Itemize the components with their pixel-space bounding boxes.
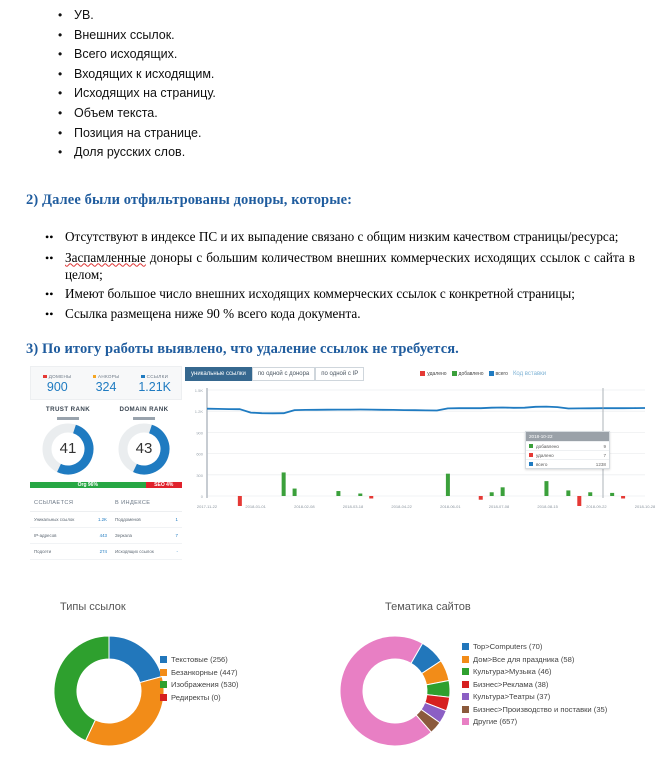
table-header-row	[30, 495, 182, 512]
legend-label: всего	[495, 370, 508, 377]
bullet-icon: • •	[45, 228, 65, 248]
bullet-icon	[58, 104, 74, 124]
chart-legend	[420, 371, 508, 377]
x-axis-label: 2018-03-18	[342, 504, 364, 509]
svg-text:600: 600	[196, 451, 203, 457]
cell-r-name: Поддоменов	[111, 511, 169, 527]
chart-toolbar	[185, 366, 654, 381]
stat-value: 1.21K	[138, 380, 172, 394]
feature-bullet-list	[58, 6, 478, 163]
bullet-icon	[58, 26, 74, 46]
bullet-icon	[58, 6, 74, 26]
tooltip-swatch-icon	[529, 444, 533, 448]
svg-text:900: 900	[196, 430, 203, 436]
list-item-label: Позиция на странице.	[74, 125, 202, 140]
legend-item	[160, 655, 239, 664]
legend-label: Редиректы (0)	[171, 692, 221, 702]
summary-card	[30, 366, 182, 579]
list-item	[58, 84, 478, 104]
tooltip-value: 7	[603, 452, 606, 458]
index-stats-table	[30, 495, 182, 560]
list-item	[58, 104, 478, 124]
legend-item	[160, 680, 239, 689]
list-item-label: Всего исходящих.	[74, 47, 178, 62]
list-item-label: Заспамленные доноры с большим количеством внешних коммерческих исходящих ссылок с сайта в целом;	[65, 249, 635, 283]
th-indexed: В ИНДЕКСЕ	[111, 495, 182, 512]
legend-dot-icon	[93, 375, 97, 379]
list-item	[45, 285, 635, 305]
legend-label: Безанкорные (447)	[171, 667, 238, 677]
legend-label: Top>Computers (70)	[473, 642, 543, 651]
legend-item	[462, 705, 607, 714]
gauge	[117, 422, 171, 476]
section-3-heading: 3) По итогу работы выявлено, что удаление ссылок не требуется.	[26, 341, 459, 357]
cell-l-value: 1.2K	[90, 511, 111, 527]
tooltip-row	[526, 450, 609, 459]
bullet-icon: • •	[45, 305, 65, 325]
legend-label: Текстовые (256)	[171, 655, 228, 664]
backlink-dashboard-screenshot	[30, 366, 654, 581]
list-item-label: Имеют большое число внешних исходящих коммерческих ссылок с конкретной страницы;	[65, 285, 575, 301]
list-item-label: УВ.	[74, 8, 94, 22]
legend-swatch-icon	[452, 371, 457, 376]
x-axis-label: 2018-08-15	[537, 504, 558, 509]
spellcheck-flagged-word: Заспамленные	[65, 249, 146, 265]
stat-value: 900	[46, 380, 68, 394]
legend-item	[452, 371, 484, 377]
legend-item	[462, 717, 607, 726]
legend-dot-icon	[141, 375, 145, 379]
cell-l-value: 443	[90, 527, 111, 543]
list-item	[58, 124, 478, 144]
rank-value: 43	[135, 440, 153, 457]
legend-swatch-icon	[160, 694, 167, 701]
bullet-icon	[58, 124, 74, 144]
bullet-icon	[58, 143, 74, 163]
legend-label: Дом>Все для праздника (58)	[473, 654, 575, 664]
links-dynamics-card	[185, 366, 654, 579]
legend-swatch-icon	[462, 693, 469, 700]
legend-dot-icon	[43, 375, 47, 379]
svg-text:300: 300	[196, 472, 203, 478]
chart-tooltip	[525, 431, 610, 469]
rank-title: DOMAIN RANK	[119, 406, 169, 413]
tooltip-date: 2018-10-22	[526, 432, 609, 441]
site-topics-title: Тематика сайтов	[385, 601, 471, 613]
legend-swatch-icon	[462, 643, 469, 650]
chart-x-axis	[185, 504, 654, 516]
x-axis-label: 2018-09-22	[586, 504, 607, 509]
bullet-icon	[58, 65, 74, 85]
stat-1	[82, 374, 131, 394]
bullet-icon	[58, 45, 74, 65]
link-types-legend	[160, 655, 239, 705]
list-item	[45, 305, 635, 325]
legend-swatch-icon	[462, 706, 469, 713]
tooltip-value: 9	[603, 443, 606, 449]
svg-text:0: 0	[200, 494, 203, 499]
rank-gauges	[30, 406, 182, 476]
legend-label: Изображения (530)	[171, 680, 239, 689]
tooltip-label: всего	[536, 461, 548, 467]
stat-bar	[30, 366, 182, 400]
stat-0	[33, 374, 82, 394]
list-item-label: Внешних ссылок.	[74, 27, 175, 42]
list-item-label: Исходящих на страницу.	[74, 86, 216, 101]
stat-value: 324	[95, 380, 117, 394]
legend-item	[462, 667, 607, 676]
chart-tab-0[interactable]: уникальные ссылки	[185, 367, 252, 381]
th-referring: ССЫЛАЕТСЯ	[30, 495, 111, 512]
stat-label: АНКОРЫ	[98, 374, 120, 379]
cell-r-name: Исходящих ссылок	[111, 543, 169, 559]
list-item-label: Отсутствуют в индексе ПС и их выпадение связано с общим низким качеством страницы/ресурса;	[65, 229, 619, 244]
x-axis-label: 2018-02-08	[294, 504, 315, 509]
legend-item	[462, 692, 607, 701]
seo-segment: SEO 4%	[146, 482, 182, 488]
list-item-label: Объем текста.	[74, 105, 158, 120]
x-axis-label: 2018-04-22	[391, 504, 412, 509]
tooltip-swatch-icon	[529, 462, 533, 466]
legend-item	[462, 680, 607, 689]
table-row	[30, 511, 182, 527]
cell-r-name: Зеркала	[111, 527, 169, 543]
list-item	[45, 249, 635, 284]
cell-l-name: Подсети	[30, 543, 90, 559]
x-axis-label: 2018-10-28	[634, 504, 656, 509]
chart-bars	[238, 472, 625, 506]
list-item-label: Входящих к исходящим.	[74, 66, 215, 81]
cell-l-name: IP-адресов	[30, 527, 90, 543]
legend-swatch-icon	[462, 718, 469, 725]
chart-tab-2[interactable]: по одной с IP	[315, 367, 364, 381]
legend-swatch-icon	[160, 669, 167, 676]
legend-label: Культура>Музыка (46)	[473, 667, 552, 676]
stat-label: ССЫЛКИ	[146, 374, 169, 379]
list-item-label: Доля русских слов.	[74, 145, 186, 160]
org-segment: Org 96%	[30, 482, 146, 488]
cell-l-name: Уникальных ссылок	[30, 511, 90, 527]
chart-y-labels	[195, 388, 204, 499]
stat-2	[130, 374, 179, 394]
legend-label: Другие (657)	[473, 717, 518, 726]
legend-swatch-icon	[462, 681, 469, 688]
link-types-title: Типы ссылок	[60, 601, 126, 613]
legend-item	[462, 642, 607, 651]
stat-label: ДОМЕНЫ	[48, 374, 72, 379]
rank-title: TRUST RANK	[45, 406, 91, 413]
tooltip-swatch-icon	[529, 453, 533, 457]
chart-tab-1[interactable]: по одной с донора	[252, 367, 315, 381]
section-2-heading: 2) Далее были отфильтрованы доноры, которые:	[26, 192, 353, 208]
traffic-quality-bar	[30, 480, 182, 491]
tooltip-label: удалено	[536, 452, 554, 458]
tooltip-value: 1238	[595, 461, 606, 467]
list-item	[45, 228, 635, 248]
link-types-donut	[44, 626, 174, 761]
site-topics-donut-svg	[330, 626, 460, 756]
x-axis-label: 2018-06-01	[440, 504, 461, 509]
legend-item	[462, 655, 607, 664]
stat-label-wrap	[33, 374, 82, 379]
stat-label-wrap	[130, 374, 179, 379]
cell-r-value: 7	[169, 527, 182, 543]
legend-swatch-icon	[420, 371, 425, 376]
legend-item	[489, 371, 508, 377]
x-axis-label: 2017-11-22	[196, 504, 218, 509]
stat-label-wrap	[82, 374, 131, 379]
table-row	[30, 543, 182, 559]
svg-text:1.2K: 1.2K	[194, 409, 203, 415]
section-2-bullet-list	[45, 228, 635, 326]
legend-swatch-icon	[160, 681, 167, 688]
cell-r-value: -	[169, 543, 182, 559]
legend-item	[420, 371, 446, 377]
list-item	[58, 6, 478, 26]
cell-l-value: 274	[90, 543, 111, 559]
site-topics-legend	[462, 642, 607, 730]
legend-swatch-icon	[489, 371, 494, 376]
cell-r-value: 1	[169, 511, 182, 527]
site-topics-donut	[330, 626, 460, 761]
legend-label: удалено	[427, 370, 447, 377]
tooltip-row	[526, 441, 609, 450]
link-types-donut-svg	[44, 626, 174, 756]
bullet-icon: • •	[45, 249, 65, 269]
tooltip-row	[526, 459, 609, 468]
svg-text:1.5K: 1.5K	[194, 388, 203, 393]
legend-label: добавлено	[458, 370, 484, 377]
rank-gauge-0	[30, 406, 106, 476]
bullet-icon: • •	[45, 285, 65, 305]
legend-item	[160, 693, 239, 702]
rank-value: 41	[59, 440, 77, 457]
divider	[133, 417, 155, 420]
list-item	[58, 45, 478, 65]
list-item-label: Ссылка размещена ниже 90 % всего кода документа.	[65, 306, 361, 322]
legend-swatch-icon	[160, 656, 167, 663]
legend-label: Бизнес>Производство и поставки (35)	[473, 704, 608, 714]
x-axis-label: 2018-01-01	[245, 504, 266, 509]
bullet-icon	[58, 84, 74, 104]
legend-label: Культура>Театры (37)	[473, 692, 551, 701]
list-item	[58, 65, 478, 85]
tooltip-label: добавлено	[536, 443, 559, 449]
list-item	[58, 26, 478, 46]
legend-swatch-icon	[462, 656, 469, 663]
legend-swatch-icon	[462, 668, 469, 675]
legend-item	[160, 668, 239, 677]
table-row	[30, 527, 182, 543]
embed-code-link[interactable]: Код вставки	[512, 370, 547, 377]
total-links-line	[207, 407, 645, 414]
x-axis-label: 2018-07-08	[488, 504, 510, 509]
list-item	[58, 143, 478, 163]
legend-label: Бизнес>Реклама (38)	[473, 679, 549, 689]
gauge	[41, 422, 95, 476]
divider	[57, 417, 79, 420]
rank-gauge-1	[106, 406, 182, 476]
